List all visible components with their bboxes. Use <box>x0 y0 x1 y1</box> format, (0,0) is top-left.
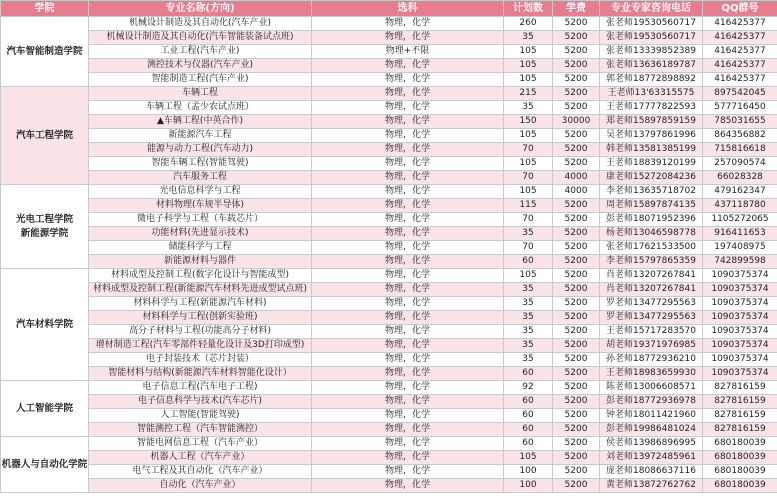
table-row <box>1 199 777 213</box>
table-row <box>1 129 777 143</box>
plan-cell: 105 <box>504 45 553 59</box>
table-row <box>1 339 777 353</box>
qq-cell: 1090375374 <box>703 367 777 381</box>
table-row <box>1 311 777 325</box>
college-cell: 汽车工程学院 <box>1 87 89 185</box>
plan-cell: 70 <box>504 241 553 255</box>
plan-cell: 70 <box>504 171 553 185</box>
subjects-cell: 物理，化学 <box>312 213 504 227</box>
major-cell: 车辆工程（孟少农试点班） <box>89 101 312 115</box>
subjects-cell: 物理，化学 <box>312 73 504 87</box>
major-cell: 微电子科学与工程（车载芯片） <box>89 213 312 227</box>
table-row <box>1 297 777 311</box>
plan-cell: 105 <box>504 157 553 171</box>
tuition-cell: 5200 <box>553 479 600 493</box>
table-row <box>1 213 777 227</box>
table-row <box>1 367 777 381</box>
qq-cell: 416425377 <box>703 73 777 87</box>
plan-cell: 60 <box>504 367 553 381</box>
major-cell: 智能制造工程(汽车产业) <box>89 73 312 87</box>
table-row <box>1 479 777 493</box>
subjects-cell: 物理，化学 <box>312 283 504 297</box>
table-row <box>1 227 777 241</box>
subjects-cell: 物理，化学 <box>312 451 504 465</box>
plan-cell: 35 <box>504 353 553 367</box>
phone-cell: 张老师17621533500 <box>600 241 703 255</box>
phone-cell: 彭老师19986481024 <box>600 423 703 437</box>
header-plan: 计划数 <box>504 1 553 17</box>
plan-cell: 35 <box>504 283 553 297</box>
subjects-cell: 物理，化学 <box>312 367 504 381</box>
table-row <box>1 45 777 59</box>
subjects-cell: 物理，化学 <box>312 437 504 451</box>
table-row <box>1 157 777 171</box>
subjects-cell: 物理，化学 <box>312 115 504 129</box>
major-cell: 材料成型及控制工程(数字化设计与智能成型) <box>89 269 312 283</box>
major-cell: 机器人工程（汽车产业） <box>89 451 312 465</box>
major-cell: 储能科学与工程 <box>89 241 312 255</box>
qq-cell: 680180039 <box>703 479 777 493</box>
phone-cell: 张老师13339852389 <box>600 45 703 59</box>
tuition-cell: 5200 <box>553 353 600 367</box>
qq-cell: 1090375374 <box>703 353 777 367</box>
plan-cell: 60 <box>504 423 553 437</box>
table-row <box>1 115 777 129</box>
subjects-cell: 物理，化学 <box>312 31 504 45</box>
plan-cell: 70 <box>504 143 553 157</box>
phone-cell: 胡老师19371976985 <box>600 339 703 353</box>
phone-cell: 肖老师13207267841 <box>600 269 703 283</box>
phone-cell: 韩老师13581385199 <box>600 143 703 157</box>
tuition-cell: 5200 <box>553 451 600 465</box>
plan-cell: 35 <box>504 297 553 311</box>
plan-cell: 105 <box>504 451 553 465</box>
major-cell: 测控技术与仪器(汽车产业) <box>89 59 312 73</box>
phone-cell: 郭老师18772898892 <box>600 73 703 87</box>
major-cell: 增材制造工程(汽车零部件轻量化设计及3D打印成型) <box>89 339 312 353</box>
header-phone: 专业专家咨询电话 <box>600 1 703 17</box>
table-body <box>1 17 777 493</box>
table-row <box>1 451 777 465</box>
tuition-cell: 5200 <box>553 17 600 31</box>
phone-cell: 张老师19530560717 <box>600 31 703 45</box>
subjects-cell: 物理，化学 <box>312 17 504 31</box>
phone-cell: 郑老师15897859159 <box>600 115 703 129</box>
qq-cell: 577716450 <box>703 101 777 115</box>
tuition-cell: 5200 <box>553 157 600 171</box>
major-cell: 机械设计制造及其自动化(汽车智能装备试点班) <box>89 31 312 45</box>
major-cell: 电子信息科学与技术(汽车芯片) <box>89 395 312 409</box>
qq-cell: 864356882 <box>703 129 777 143</box>
header-tuition: 学费 <box>553 1 600 17</box>
major-cell: 功能材料(先进显示技术) <box>89 227 312 241</box>
tuition-cell: 5200 <box>553 311 600 325</box>
plan-cell: 60 <box>504 409 553 423</box>
qq-cell: 437118780 <box>703 199 777 213</box>
table-row <box>1 381 777 395</box>
qq-cell: 742899598 <box>703 255 777 269</box>
tuition-cell: 5200 <box>553 283 600 297</box>
subjects-cell: 物理，化学 <box>312 353 504 367</box>
tuition-cell: 5200 <box>553 227 600 241</box>
major-cell: 电子信息工程(汽车电子工程) <box>89 381 312 395</box>
phone-cell: 王老师17777822593 <box>600 101 703 115</box>
table-row <box>1 437 777 451</box>
tuition-cell: 5200 <box>553 73 600 87</box>
subjects-cell: 物理，化学 <box>312 255 504 269</box>
subjects-cell: 物理，化学 <box>312 185 504 199</box>
major-cell: 新能源汽车工程 <box>89 129 312 143</box>
tuition-cell: 5200 <box>553 255 600 269</box>
major-cell: 能源与动力工程(汽车动力) <box>89 143 312 157</box>
qq-cell: 1090375374 <box>703 311 777 325</box>
major-cell: 高分子材料与工程(功能高分子材料) <box>89 325 312 339</box>
table-row <box>1 73 777 87</box>
plan-cell: 105 <box>504 59 553 73</box>
phone-cell: 侯老师13986896995 <box>600 437 703 451</box>
qq-cell: 479162347 <box>703 185 777 199</box>
tuition-cell: 4000 <box>553 185 600 199</box>
tuition-cell: 5200 <box>553 367 600 381</box>
tuition-cell: 5200 <box>553 45 600 59</box>
subjects-cell: 物理，化学 <box>312 241 504 255</box>
major-cell: 人工智能(智能驾驶) <box>89 409 312 423</box>
phone-cell: 彭老师18071952396 <box>600 213 703 227</box>
qq-cell: 416425377 <box>703 17 777 31</box>
table-row <box>1 269 777 283</box>
tuition-cell: 5200 <box>553 241 600 255</box>
tuition-cell: 30000 <box>553 115 600 129</box>
major-cell: 自动化（汽车产业） <box>89 479 312 493</box>
subjects-cell: 物理，化学 <box>312 297 504 311</box>
tuition-cell: 5200 <box>553 87 600 101</box>
major-cell: 车辆工程 <box>89 87 312 101</box>
qq-cell: 715816618 <box>703 143 777 157</box>
qq-cell: 1090375374 <box>703 339 777 353</box>
phone-cell: 杨老师13046598778 <box>600 227 703 241</box>
qq-cell: 827816159 <box>703 409 777 423</box>
qq-cell: 1090375374 <box>703 325 777 339</box>
table-row <box>1 31 777 45</box>
plan-cell: 35 <box>504 227 553 241</box>
subjects-cell: 物理，化学 <box>312 479 504 493</box>
tuition-cell: 5200 <box>553 101 600 115</box>
major-cell: 智能测控工程（汽车智能测控） <box>89 423 312 437</box>
tuition-cell: 5200 <box>553 339 600 353</box>
table-row <box>1 423 777 437</box>
plan-cell: 260 <box>504 17 553 31</box>
phone-cell: 李老师15797865359 <box>600 255 703 269</box>
table-row <box>1 283 777 297</box>
qq-cell: 916411653 <box>703 227 777 241</box>
phone-cell: 张老师19530560717 <box>600 17 703 31</box>
subjects-cell: 物理，化学 <box>312 395 504 409</box>
header-college: 学院 <box>1 1 89 17</box>
subjects-cell: 物理，化学 <box>312 325 504 339</box>
table-row <box>1 143 777 157</box>
phone-cell: 王老师18983659930 <box>600 367 703 381</box>
qq-cell: 197408975 <box>703 241 777 255</box>
table-row <box>1 59 777 73</box>
subjects-cell: 物理，化学 <box>312 143 504 157</box>
tuition-cell: 5200 <box>553 59 600 73</box>
subjects-cell: 物理，化学 <box>312 199 504 213</box>
tuition-cell: 5200 <box>553 465 600 479</box>
plan-cell: 115 <box>504 199 553 213</box>
plan-cell: 105 <box>504 185 553 199</box>
tuition-cell: 5200 <box>553 297 600 311</box>
plan-cell: 35 <box>504 325 553 339</box>
phone-cell: 吴老师13797861996 <box>600 129 703 143</box>
tuition-cell: 5200 <box>553 213 600 227</box>
tuition-cell: 5200 <box>553 129 600 143</box>
major-cell: 智能电网信息工程（汽车产业） <box>89 437 312 451</box>
major-cell: 智能材料与结构(新能源汽车材料智能化设计） <box>89 367 312 381</box>
tuition-cell: 5200 <box>553 409 600 423</box>
table-row <box>1 409 777 423</box>
phone-cell: 王老师13'63315575 <box>600 87 703 101</box>
tuition-cell: 5200 <box>553 31 600 45</box>
tuition-cell: 5200 <box>553 381 600 395</box>
qq-cell: 897542045 <box>703 87 777 101</box>
subjects-cell: 物理，化学 <box>312 101 504 115</box>
major-cell: 材料科学与工程(创新实验班) <box>89 311 312 325</box>
qq-cell: 1090375374 <box>703 283 777 297</box>
plan-cell: 35 <box>504 311 553 325</box>
major-cell: 光电信息科学与工程 <box>89 185 312 199</box>
subjects-cell: 物理，化学 <box>312 129 504 143</box>
table-row <box>1 353 777 367</box>
college-cell: 汽车智能制造学院 <box>1 17 89 87</box>
phone-cell: 彭老师18772936978 <box>600 395 703 409</box>
subjects-cell: 物理，化学 <box>312 227 504 241</box>
plan-cell: 100 <box>504 479 553 493</box>
subjects-cell: 物理，化学 <box>312 171 504 185</box>
major-cell: 电子封装技术（芯片封装） <box>89 353 312 367</box>
table-row <box>1 17 777 31</box>
header-major: 专业名称(方向) <box>89 1 312 17</box>
subjects-cell: 物理，化学 <box>312 339 504 353</box>
college-cell: 机器人与自动化学院 <box>1 437 89 493</box>
college-cell: 人工智能学院 <box>1 381 89 437</box>
table-row <box>1 171 777 185</box>
phone-cell: 黄老师13872762762 <box>600 479 703 493</box>
qq-cell: 1090375374 <box>703 297 777 311</box>
phone-cell: 肖老师13207267841 <box>600 283 703 297</box>
plan-cell: 60 <box>504 255 553 269</box>
subjects-cell: 物理，化学 <box>312 409 504 423</box>
major-cell: 电气工程及其自动化（汽车产业） <box>89 465 312 479</box>
phone-cell: 陈老师13006608571 <box>600 381 703 395</box>
subjects-cell: 物理，化学 <box>312 381 504 395</box>
tuition-cell: 5200 <box>553 395 600 409</box>
major-cell: 机械设计制造及其自动化(汽车产业) <box>89 17 312 31</box>
qq-cell: 827816159 <box>703 381 777 395</box>
phone-cell: 王老师18839120199 <box>600 157 703 171</box>
major-cell: 工业工程(汽车产业) <box>89 45 312 59</box>
tuition-cell: 5200 <box>553 423 600 437</box>
table-row <box>1 101 777 115</box>
subjects-cell: 物理，化学 <box>312 87 504 101</box>
table-row <box>1 241 777 255</box>
college-cell: 光电工程学院 新能源学院 <box>1 185 89 269</box>
qq-cell: 1105272065 <box>703 213 777 227</box>
major-cell: 材料成型及控制工程(新能源汽车材料先进成型试点班) <box>89 283 312 297</box>
qq-cell: 1090375374 <box>703 269 777 283</box>
table-row <box>1 255 777 269</box>
header-qq: QQ群号 <box>703 1 777 17</box>
plan-cell: 105 <box>504 129 553 143</box>
phone-cell: 罗老师13477295563 <box>600 297 703 311</box>
table-header <box>1 1 777 17</box>
plan-cell: 60 <box>504 437 553 451</box>
tuition-cell: 5200 <box>553 199 600 213</box>
plan-cell: 60 <box>504 395 553 409</box>
phone-cell: 刘老师13972485961 <box>600 451 703 465</box>
table-row <box>1 465 777 479</box>
subjects-cell: 物理+不限 <box>312 45 504 59</box>
qq-cell: 416425377 <box>703 31 777 45</box>
qq-cell: 827816159 <box>703 395 777 409</box>
qq-cell: 680180039 <box>703 437 777 451</box>
major-cell: ▲车辆工程(中英合作) <box>89 115 312 129</box>
phone-cell: 王老师15717283570 <box>600 325 703 339</box>
plan-cell: 100 <box>504 465 553 479</box>
qq-cell: 416425377 <box>703 59 777 73</box>
phone-cell: 钟老师18011421960 <box>600 409 703 423</box>
plan-cell: 105 <box>504 73 553 87</box>
phone-cell: 康老师15272084236 <box>600 171 703 185</box>
qq-cell: 257090574 <box>703 157 777 171</box>
phone-cell: 孙老师18772936210 <box>600 353 703 367</box>
plan-cell: 70 <box>504 213 553 227</box>
phone-cell: 罗老师13477295563 <box>600 311 703 325</box>
table-row <box>1 185 777 199</box>
phone-cell: 李老师13635718702 <box>600 185 703 199</box>
phone-cell: 周老师15897874135 <box>600 199 703 213</box>
tuition-cell: 5200 <box>553 437 600 451</box>
plan-cell: 35 <box>504 339 553 353</box>
qq-cell: 66028328 <box>703 171 777 185</box>
subjects-cell: 物理，化学 <box>312 311 504 325</box>
qq-cell: 680180039 <box>703 465 777 479</box>
plan-cell: 35 <box>504 31 553 45</box>
plan-cell: 92 <box>504 381 553 395</box>
tuition-cell: 5200 <box>553 269 600 283</box>
subjects-cell: 物理，化学 <box>312 423 504 437</box>
subjects-cell: 物理，化学 <box>312 465 504 479</box>
table-row <box>1 395 777 409</box>
plan-cell: 215 <box>504 87 553 101</box>
plan-cell: 150 <box>504 115 553 129</box>
major-cell: 新能源材料与器件 <box>89 255 312 269</box>
phone-cell: 张老师13636189787 <box>600 59 703 73</box>
major-cell: 汽车服务工程 <box>89 171 312 185</box>
header-subjects: 选科 <box>312 1 504 17</box>
subjects-cell: 物理，化学 <box>312 157 504 171</box>
qq-cell: 416425377 <box>703 45 777 59</box>
qq-cell: 785031655 <box>703 115 777 129</box>
college-cell: 汽车材料学院 <box>1 269 89 381</box>
phone-cell: 庞老师18086637116 <box>600 465 703 479</box>
major-cell: 材料物理(车规半导体) <box>89 199 312 213</box>
qq-cell: 680180039 <box>703 451 777 465</box>
tuition-cell: 5200 <box>553 325 600 339</box>
table-row <box>1 87 777 101</box>
subjects-cell: 物理，化学 <box>312 269 504 283</box>
table-row <box>1 325 777 339</box>
plan-cell: 105 <box>504 269 553 283</box>
plan-cell: 35 <box>504 101 553 115</box>
tuition-cell: 4000 <box>553 171 600 185</box>
major-cell: 智能车辆工程(智能驾驶) <box>89 157 312 171</box>
subjects-cell: 物理，化学 <box>312 59 504 73</box>
major-cell: 材料科学与工程(新能源汽车材料) <box>89 297 312 311</box>
tuition-cell: 5200 <box>553 143 600 157</box>
qq-cell: 827816159 <box>703 423 777 437</box>
